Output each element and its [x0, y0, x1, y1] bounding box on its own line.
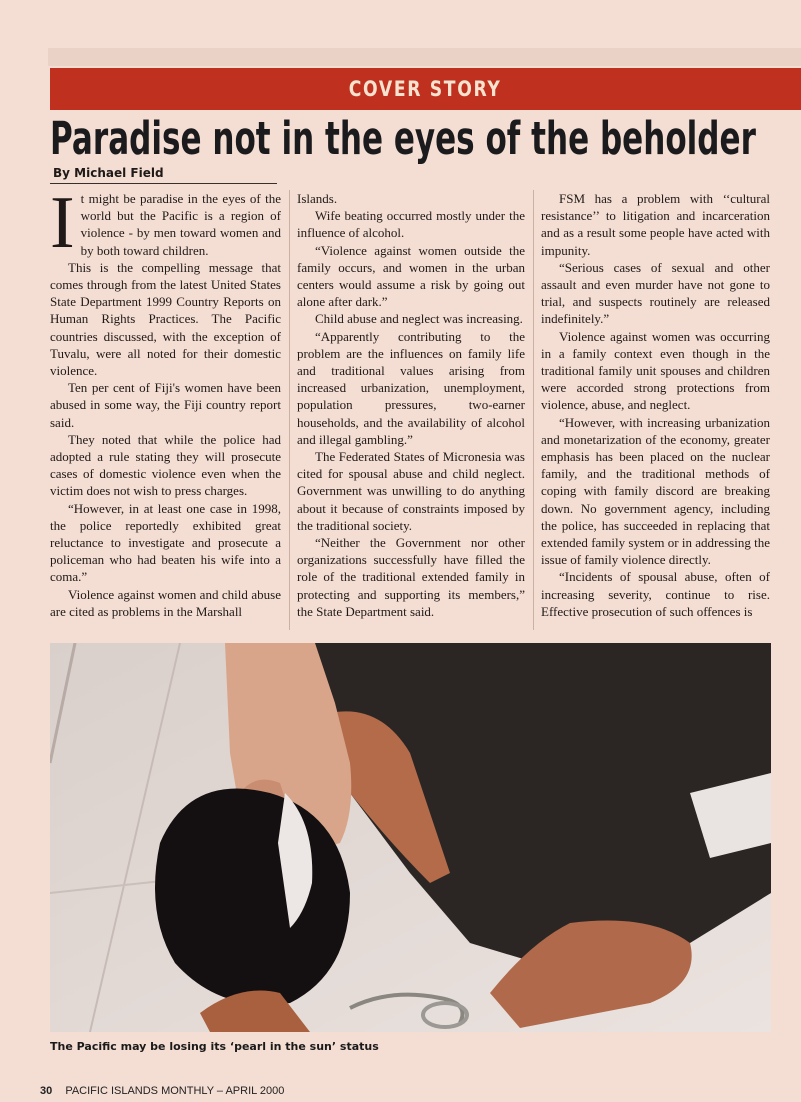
- article-column-2: [297, 190, 525, 632]
- paragraph: “Apparently contributing to the problem are the influences on family life and traditional values arising from increased urbanization, unemployment, population pressures, two-earner households, and the availability of alcohol and illegal gambling.”: [297, 328, 525, 447]
- paragraph: FSM has a problem with ‘‘cultural resistance’’ to litigation and incarceration and as a result some people have acted with impunity.: [541, 191, 770, 258]
- paragraph: “However, in at least one case in 1998, the police reportedly exhibited great reluctance to investigate and prosecute a policeman who had beaten his wife into a coma.”: [50, 500, 281, 585]
- byline-rule: [50, 183, 277, 184]
- photo-illustration: [50, 643, 771, 1032]
- paragraph: Ten per cent of Fiji's women have been abused in some way, the Fiji country report said.: [50, 380, 281, 430]
- paragraph: This is the compelling message that comes through from the latest United States State Department 1999 Country Reports on Human Rights Practices. The Pacific countries discussed, with the exception of Tuvalu, were all noted for their domestic violence.: [50, 259, 281, 379]
- page-number: 30: [40, 1085, 53, 1097]
- section-banner: [50, 68, 801, 110]
- column-divider: [533, 190, 534, 630]
- photo-caption: The Pacific may be losing its ‘pearl in the sun’ status: [50, 1040, 379, 1053]
- section-banner-label: COVER STORY: [349, 77, 502, 101]
- paragraph: Violence against women was occurring in a family context even though in the traditional family unit spouses and children were accorded strong protections from violence, abuse, and neglect.: [541, 328, 770, 413]
- byline: By Michael Field: [53, 166, 164, 180]
- paragraph: t might be paradise in the eyes of the world but the Pacific is a region of violence - by men toward women and by both toward children.: [80, 191, 281, 258]
- paragraph: “Serious cases of sexual and other assault and even murder have not gone to trial, and suspects routinely are released indefinitely.”: [541, 259, 770, 327]
- paragraph: Wife beating occurred mostly under the influence of alcohol.: [297, 208, 525, 241]
- paragraph: “Neither the Government nor other organizations successfully have filled the role of the traditional extended family in protecting and supporting its members,” the State Department said.: [297, 535, 525, 619]
- article-column-3: [541, 190, 770, 632]
- article-column-1: [50, 190, 281, 632]
- page-footer: [40, 1085, 284, 1097]
- paragraph: Violence against women and child abuse are cited as problems in the Marshall: [50, 586, 281, 619]
- paragraph: Child abuse and neglect was increasing.: [315, 311, 523, 327]
- drop-cap: I: [50, 190, 75, 264]
- paragraph: “Violence against women outside the family occurs, and women in the urban centers would assume a risk by going out alone after dark.”: [297, 242, 525, 310]
- article-photo: [50, 643, 771, 1032]
- paragraph: They noted that while the police had adopted a rule stating they will prosecute cases of domestic violence even when the victim does not wish to press charges.: [50, 431, 281, 499]
- paragraph: Islands.: [297, 191, 338, 206]
- paragraph: “However, with increasing urbanization and monetarization of the economy, greater emphasis has been placed on the nuclear family, and the traditional methods of coping with family discord are breaking down. No government agency, including the police, has succeeded in replacing that extended family system or in addressing the issue of family violence directly.: [541, 414, 770, 568]
- paragraph: The Federated States of Micronesia was cited for spousal abuse and child neglect. Government was unwilling to do anything about it because of constraints imposed by the traditional society.: [297, 449, 525, 533]
- article-headline: Paradise not in the eyes of the beholder: [50, 112, 756, 165]
- previous-page-strip: [48, 48, 801, 66]
- publication-line: PACIFIC ISLANDS MONTHLY – APRIL 2000: [65, 1085, 285, 1097]
- column-divider: [289, 190, 290, 630]
- paragraph: “Incidents of spousal abuse, often of increasing severity, continue to rise. Effective prosecution of such offences is: [541, 569, 770, 619]
